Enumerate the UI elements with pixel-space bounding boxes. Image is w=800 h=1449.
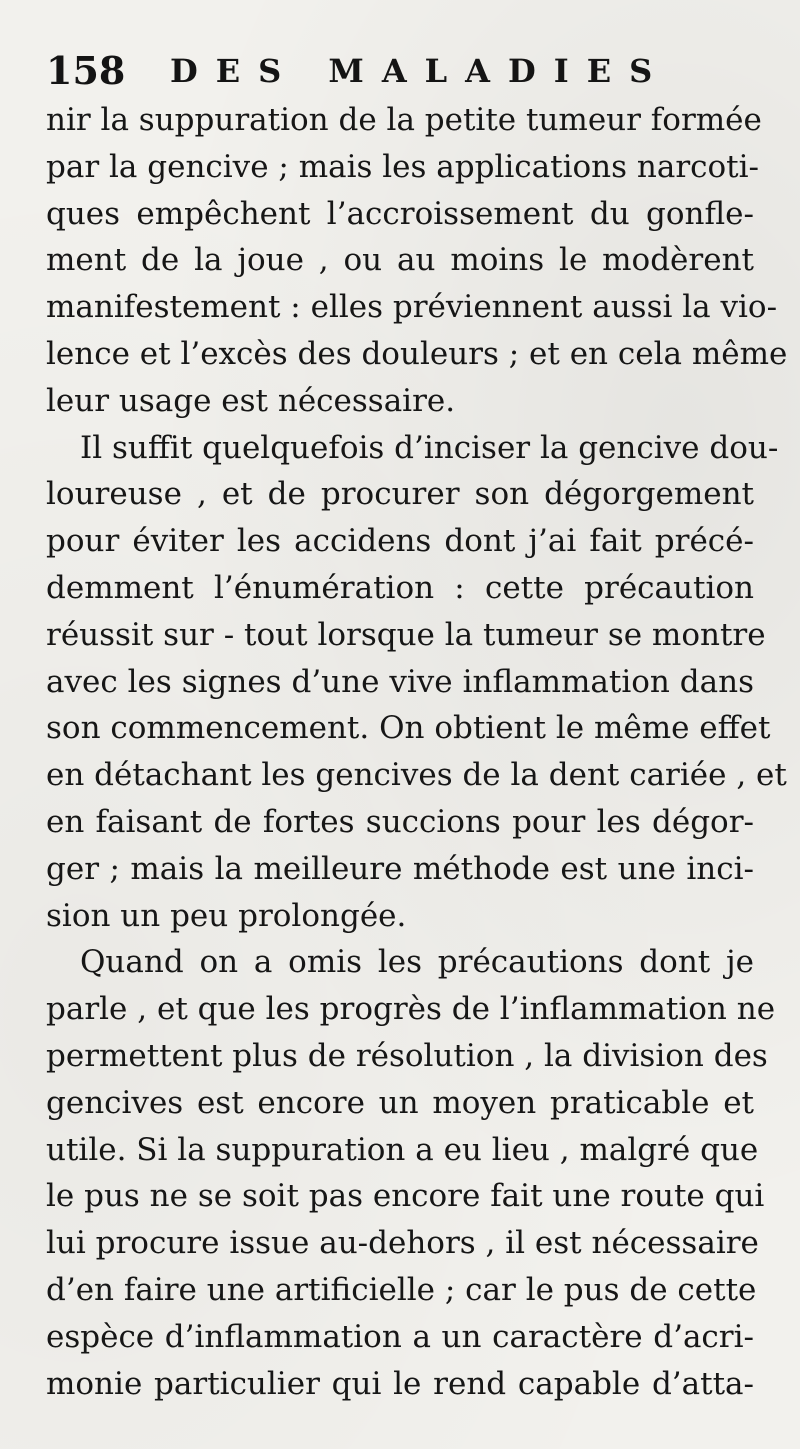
- text-line: réussit sur - tout lorsque la tumeur se montre: [46, 616, 766, 653]
- text-line: permettent plus de résolution , la division des: [46, 1037, 768, 1074]
- text-line: par la gencive ; mais les applications narcoti-: [46, 148, 760, 185]
- text-line: manifestement : elles préviennent aussi la vio-: [46, 289, 778, 326]
- text-line: lence et l’excès des douleurs ; et en cela même: [46, 335, 788, 372]
- text-line: avec les signes d’une vive inflammation dans: [46, 663, 754, 700]
- text-line: ques empêchent l’accroissement du gonfle-: [46, 195, 754, 232]
- text-line: pour éviter les accidens dont j’ai fait précé-: [46, 523, 754, 560]
- text-line: leur usage est nécessaire.: [46, 382, 456, 419]
- text-line: Il suffit quelquefois d’inciser la gencive dou-: [80, 429, 779, 466]
- page-number: 158: [46, 48, 126, 93]
- text-line: nir la suppuration de la petite tumeur formée: [46, 102, 762, 138]
- page-header: [40, 46, 760, 96]
- text-line: demment l’énumération : cette précaution: [46, 569, 754, 606]
- running-title: DES MALADIES: [170, 52, 671, 90]
- text-line: gencives est encore un moyen praticable et: [46, 1084, 754, 1121]
- body-text: [46, 97, 788, 1407]
- text-line: parle , et que les progrès de l’inflammation ne: [46, 991, 776, 1028]
- text-line: en faisant de fortes succions pour les dégor-: [46, 803, 754, 840]
- text-line: d’en faire une artificielle ; car le pus de cette: [46, 1271, 757, 1308]
- text-line: sion un peu prolongée.: [46, 897, 407, 934]
- text-line: utile. Si la suppuration a eu lieu , malgré que: [46, 1131, 759, 1168]
- text-line: monie particulier qui le rend capable d’atta-: [46, 1365, 754, 1402]
- text-line: son commencement. On obtient le même effet: [46, 710, 771, 747]
- text-line: lui procure issue au-dehors , il est nécessaire: [46, 1225, 759, 1262]
- text-line: ger ; mais la meilleure méthode est une inci-: [46, 850, 754, 887]
- text-line: Quand on a omis les précautions dont je: [80, 944, 754, 981]
- text-line: espèce d’inflammation a un caractère d’acri-: [46, 1318, 754, 1355]
- paragraph-1: [46, 97, 788, 425]
- text-line: ment de la joue , ou au moins le modèrent: [46, 242, 754, 279]
- paragraph-2: [46, 425, 787, 940]
- text-line: loureuse , et de procurer son dégorgement: [46, 476, 754, 513]
- paragraph-3: [46, 939, 776, 1407]
- text-line: le pus ne se soit pas encore fait une route qui: [46, 1178, 765, 1215]
- text-line: en détachant les gencives de la dent cariée , et: [46, 757, 787, 794]
